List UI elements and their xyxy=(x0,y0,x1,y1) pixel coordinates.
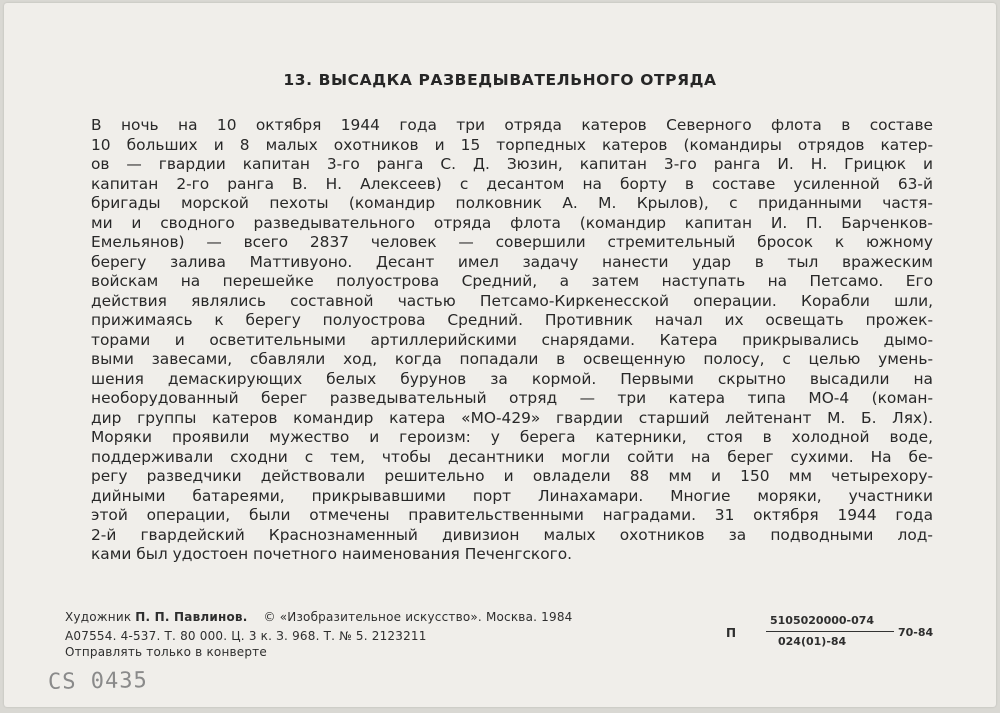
text-line: торами и осветительными артиллерийскими снарядами. Катера прикрывались дымо- xyxy=(91,330,933,349)
text-line: прижимаясь к берегу полуострова Средний. Противник начал их освещать прожек- xyxy=(91,311,933,329)
index-prefix: П xyxy=(726,626,737,640)
fraction-rule xyxy=(766,631,894,632)
postcard-back xyxy=(4,3,996,707)
text-line: Емельянов) — всего 2837 человек — совершили стремительный бросок к южному xyxy=(91,233,933,251)
publisher: © «Изобразительное искусство». Москва. 1984 xyxy=(263,610,573,624)
print-info: А07554. 4-537. Т. 80 000. Ц. 3 к. З. 968. Т. № 5. 2123211 xyxy=(65,629,427,643)
mailing-note: Отправлять только в конверте xyxy=(65,645,267,659)
index-price: 70-84 xyxy=(898,626,934,639)
artist-label: Художник xyxy=(65,610,132,624)
credits-line xyxy=(65,610,573,624)
archive-stamp: CS 0435 xyxy=(47,668,148,695)
artist-name: П. П. Павлинов. xyxy=(135,610,248,624)
catalog-index xyxy=(724,614,934,654)
text-line: регу разведчики действовали решительно и овладели 88 мм и 150 мм четырехору- xyxy=(91,467,933,485)
text-line: 10 больших и 8 малых охотников и 15 торпедных катеров (командиры отрядов катер- xyxy=(91,135,933,154)
text-line: В ночь на 10 октября 1944 года три отряда катеров Северного флота в составе xyxy=(91,116,933,134)
text-line: дир группы катеров командир катера «МО-429» гвардии старший лейтенант М. Б. Лях). xyxy=(91,408,933,427)
text-line: бригады морской пехоты (командир полковник А. М. Крылов), с приданными частя- xyxy=(91,194,933,212)
index-denominator: 024(01)-84 xyxy=(778,635,847,648)
text-line: поддерживали сходни с тем, чтобы десантники могли сойти на берег сухими. На бе- xyxy=(91,447,933,466)
text-line: Моряки проявили мужество и героизм: у берега катерники, стоя в холодной воде, xyxy=(91,428,933,446)
text-line: войскам на перешейке полуострова Средний, а затем наступать на Петсамо. Его xyxy=(91,272,933,290)
text-line: ов — гвардии капитан 3-го ранга С. Д. Зюзин, капитан 3-го ранга И. Н. Грицюк и xyxy=(91,155,933,173)
text-line: дийными батареями, прикрывавшими порт Линахамари. Многие моряки, участники xyxy=(91,486,933,505)
text-line: 2-й гвардейский Краснознаменный дивизион малых охотников за подводными лод- xyxy=(91,525,933,544)
text-line: шения демаскирующих белых бурунов за кормой. Первыми скрытно высадили на xyxy=(91,369,933,388)
body-text xyxy=(91,116,933,565)
text-line: действия являлись составной частью Петсамо-Киркенесской операции. Корабли шли, xyxy=(91,291,933,310)
text-line: ками был удостоен почетного наименования Печенгского. xyxy=(91,545,573,563)
text-line: этой операции, были отмечены правительственными наградами. 31 октября 1944 года xyxy=(91,506,933,524)
text-line: берегу залива Маттивуоно. Десант имел задачу нанести удар в тыл вражеским xyxy=(91,252,933,271)
text-line: необорудованный берег разведывательный отряд — три катера типа МО-4 (коман- xyxy=(91,389,933,407)
text-line: капитан 2-го ранга В. Н. Алексеев) с десантом на борту в составе усиленной 63-й xyxy=(91,174,933,193)
index-numerator: 5105020000-074 xyxy=(770,614,875,627)
text-line: ми и сводного разведывательного отряда флота (командир капитан И. П. Барченков- xyxy=(91,213,933,232)
page-title: 13. ВЫСАДКА РАЗВЕДЫВАТЕЛЬНОГО ОТРЯДА xyxy=(283,71,717,89)
text-line: выми завесами, сбавляли ход, когда попадали в освещенную полосу, с целью умень- xyxy=(91,350,933,368)
